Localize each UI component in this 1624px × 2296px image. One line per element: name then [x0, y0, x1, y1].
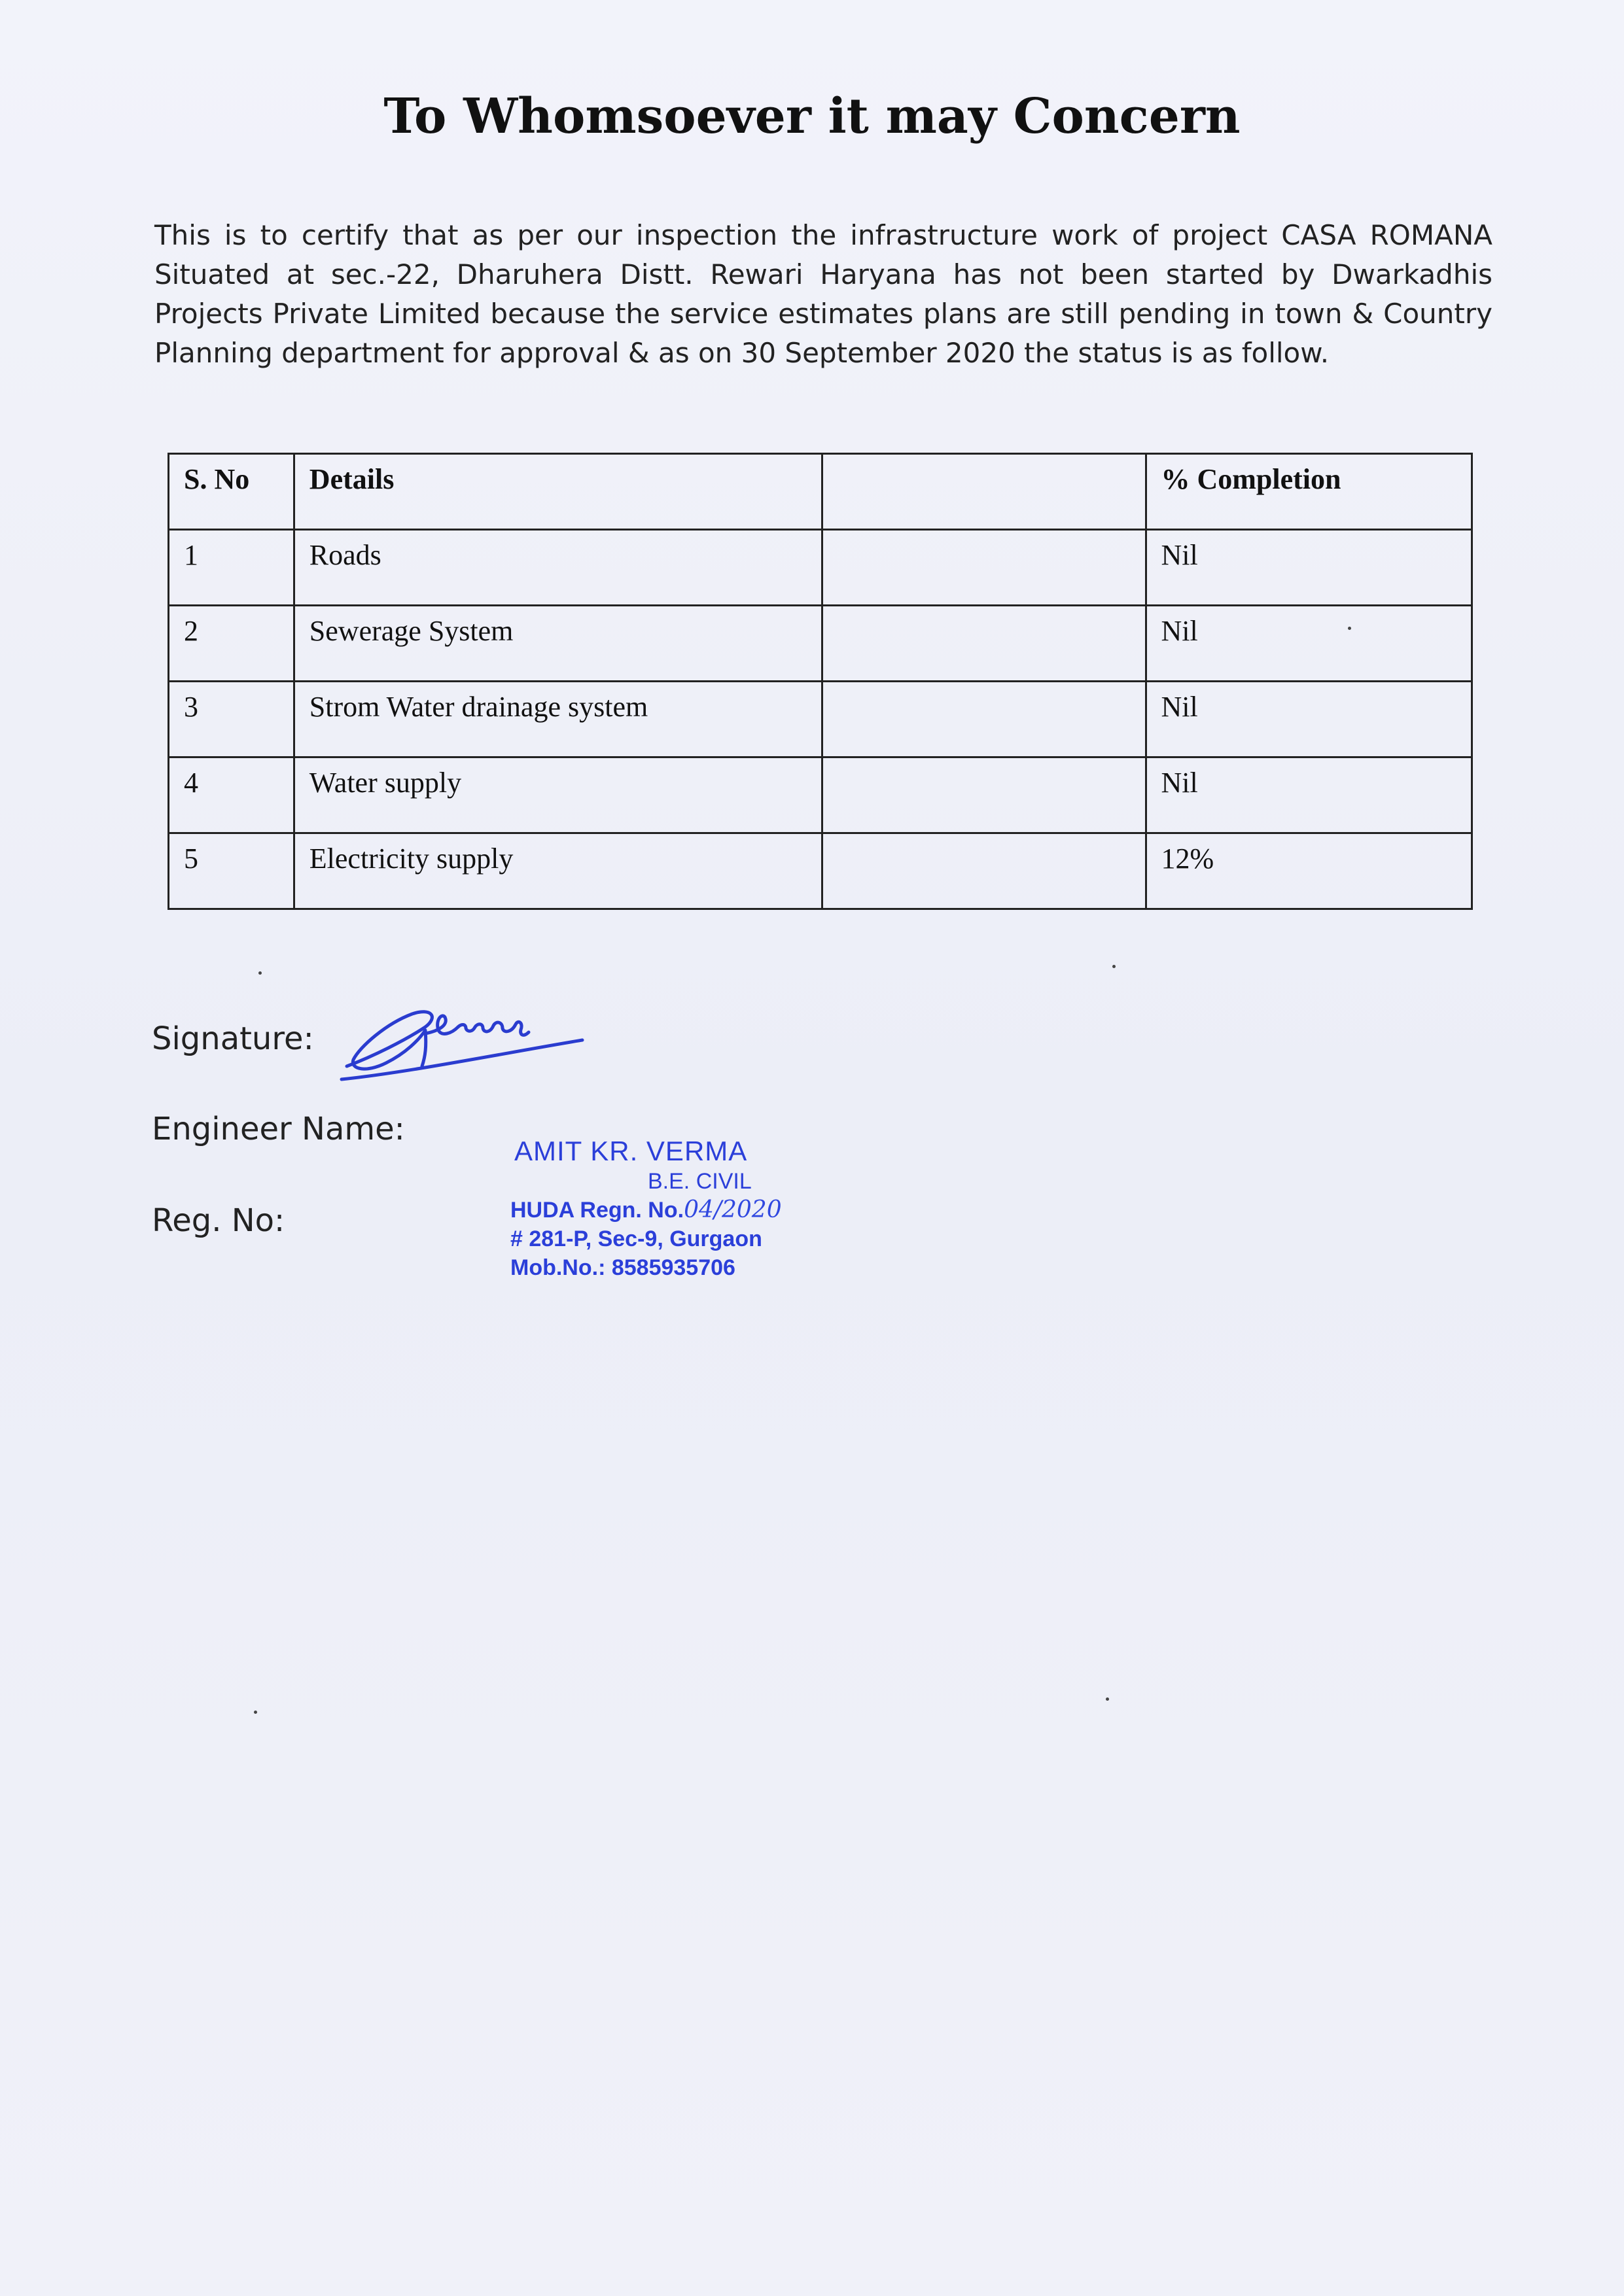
table-row	[169, 833, 1472, 909]
stamp-degree: B.E. CIVIL	[648, 1169, 752, 1194]
signature-label: Signature:	[152, 1020, 314, 1057]
row-blank	[822, 682, 1146, 757]
row-sno: 4	[169, 757, 294, 833]
row-sno: 1	[169, 530, 294, 606]
row-completion: Nil	[1146, 530, 1472, 606]
row-blank	[822, 530, 1146, 606]
stamp-regn-value: 04/2020	[684, 1196, 782, 1223]
paper-speck	[1348, 627, 1351, 630]
handwritten-signature	[327, 994, 589, 1086]
reg-no-label: Reg. No:	[152, 1202, 285, 1239]
row-details: Water supply	[294, 757, 822, 833]
infrastructure-status-table	[168, 453, 1473, 910]
table-row	[169, 606, 1472, 682]
header-details: Details	[294, 454, 822, 530]
row-blank	[822, 606, 1146, 682]
row-sno: 3	[169, 682, 294, 757]
stamp-address: # 281-P, Sec-9, Gurgaon	[510, 1226, 762, 1251]
header-blank	[822, 454, 1146, 530]
document-title: To Whomsoever it may Concern	[383, 88, 1241, 145]
row-details: Electricity supply	[294, 833, 822, 909]
row-sno: 5	[169, 833, 294, 909]
row-completion: Nil	[1146, 606, 1472, 682]
row-details: Roads	[294, 530, 822, 606]
table-row	[169, 757, 1472, 833]
table-header-row	[169, 454, 1472, 530]
engineer-stamp	[510, 1137, 782, 1282]
stamp-engineer-name: AMIT KR. VERMA	[514, 1136, 748, 1166]
engineer-name-label: Engineer Name:	[152, 1111, 405, 1147]
header-sno: S. No	[169, 454, 294, 530]
table-row	[169, 530, 1472, 606]
paper-speck	[1106, 1697, 1109, 1701]
row-details: Strom Water drainage system	[294, 682, 822, 757]
paper-speck	[254, 1711, 257, 1714]
row-blank	[822, 757, 1146, 833]
row-sno: 2	[169, 606, 294, 682]
paper-speck	[258, 971, 262, 975]
header-completion: % Completion	[1146, 454, 1472, 530]
table-row	[169, 682, 1472, 757]
row-blank	[822, 833, 1146, 909]
row-completion: Nil	[1146, 682, 1472, 757]
row-completion: Nil	[1146, 757, 1472, 833]
row-completion: 12%	[1146, 833, 1472, 909]
stamp-mobile: Mob.No.: 8585935706	[510, 1255, 735, 1280]
stamp-regn-prefix: HUDA Regn. No.	[510, 1198, 684, 1223]
paper-speck	[1112, 965, 1116, 968]
row-details: Sewerage System	[294, 606, 822, 682]
stamp-regn	[510, 1196, 782, 1225]
certification-paragraph: This is to certify that as per our inspection the infrastructure work of project CASA ROMANA Situated at sec.-22, Dharuhera Distt. Rewari Haryana has not been started by Dwarkadhis Projects Private Limited because the service estimates plans are still pending in town & Country Planning department for approval & as on 30 September 2020 the status is as follow.	[154, 219, 1492, 369]
